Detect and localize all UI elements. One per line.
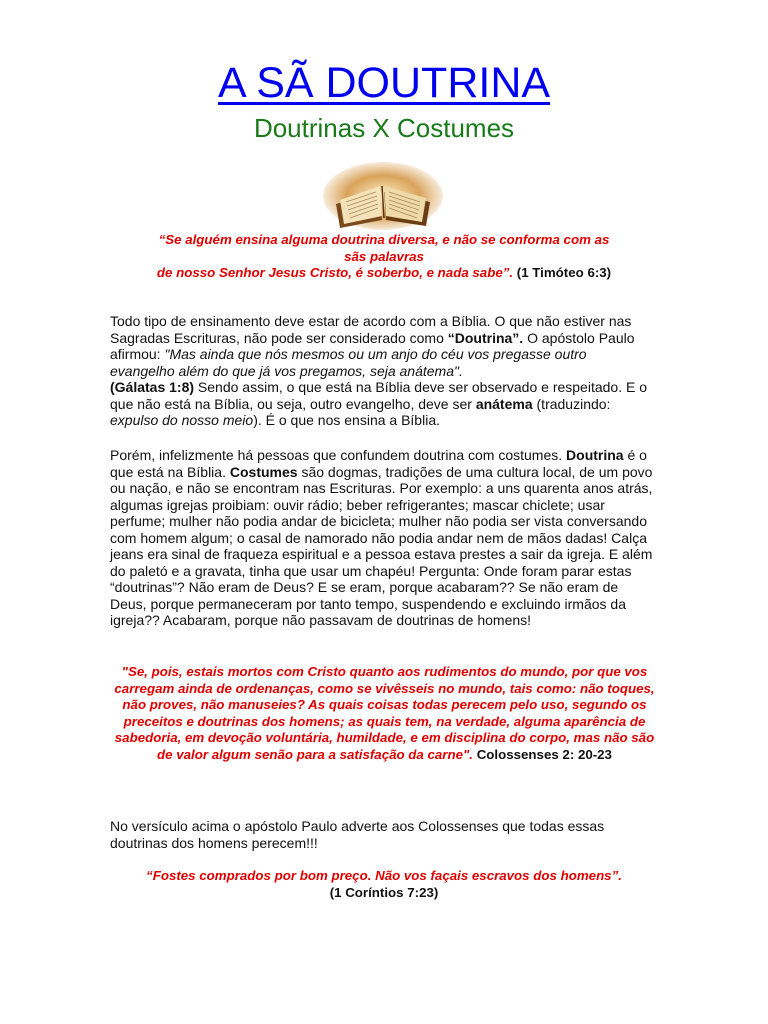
- verse-colossenses: [112, 664, 657, 763]
- italic-quote: "Mas ainda que nós mesmos ou um anjo do céu vos pregasse outro evangelho além do que já vos pregamos, seja anátema".: [110, 346, 587, 379]
- text-run: são dogmas, tradições de uma cultura local, de um povo ou nação, e não se encontram nas Escrituras. Por exemplo: a uns quarenta anos atrás, algumas igrejas proibiam: ouvir rádio; beber refrigerantes; mascar chiclete; usar perfume; mulher não podia andar de bicicleta; mulher não podia ser vista conversando com homem algum; o casal de namorado não podia andar nem de mãos dadas! Calça jeans era sinal de fraqueza espiritual e a pessoa estava prestes a sair da igreja. E além do paletó e a gravata, tinha que usar um chapéu! Pergunta: Onde foram parar estas “doutrinas”? Não eram de Deus? E se eram, porque acabaram?? Se não eram de Deus, porque permaneceram por tanto tempo, suspendendo e excluindo irmãos da igreja?? Acabaram, porque não passavam de doutrinas de homens!: [110, 463, 653, 628]
- text-run: Porém, infelizmente há pessoas que confundem doutrina com costumes.: [110, 447, 567, 463]
- text-run: ). É o que nos ensina a Bíblia.: [253, 412, 440, 428]
- bold-text: Costumes: [229, 463, 298, 480]
- text-run: (traduzindo:: [532, 395, 611, 412]
- verse-line: sãs palavras: [344, 248, 424, 264]
- text-run: O apóstolo Paulo afirmou:: [110, 329, 635, 362]
- bold-text: Doutrina: [566, 447, 624, 463]
- verse-text: "Se, pois, estais mortos com Cristo quanto aos rudimentos do mundo, por que vos carregam ainda de ordenanças, como se vivêsseis no mundo, tais como: não toques, não proves, não manuseies? As quais coisas todas perecem pelo uso, segundo os preceitos e doutrinas dos homens; as quais tem, na verdade, alguma aparência de sabedoria, em devoção voluntária, humildade, e em disciplina do corpo, mas não são de valor algum senão para a satisfação da carne".: [114, 664, 655, 762]
- verse-reference: (1 Coríntios 7:23): [329, 884, 439, 900]
- verse-corintios: [140, 868, 628, 901]
- bold-text: “Doutrina”.: [447, 329, 524, 346]
- text-run: é o que está na Bíblia.: [110, 447, 647, 480]
- verse-text: “Fostes comprados por bom preço. Não vos façais escravos dos homens”.: [146, 868, 622, 883]
- verse-line: “Se alguém ensina alguma doutrina diversa, e não se conforma com as: [158, 232, 610, 247]
- text-run: Todo tipo de ensinamento deve estar de acordo com a Bíblia. O que não estiver nas Sagradas Escrituras, não pode ser considerado como: [110, 313, 632, 346]
- verse-timoteo: [108, 232, 660, 282]
- paragraph-conclusion: [110, 818, 655, 851]
- verse-line: de nosso Senhor Jesus Cristo, é soberbo, e nada sabe”.: [156, 265, 514, 280]
- page-title: A SÃ DOUTRINA: [217, 59, 551, 107]
- verse-reference: (1 Timóteo 6:3): [516, 265, 612, 280]
- text-run: No versículo acima o apóstolo Paulo adverte aos Colossenses que todas essas doutrinas dos homens perecem!!!: [110, 818, 605, 851]
- verse-reference: Colossenses 2: 20-23: [476, 746, 612, 762]
- text-run: Sendo assim, o que está na Bíblia deve ser observado e respeitado. E o que não está na Bíblia, ou seja, outro evangelho, deve ser: [110, 379, 647, 412]
- open-bible-image: [322, 158, 444, 230]
- paragraph-doctrine-intro: [110, 313, 655, 429]
- bold-text: anátema: [475, 395, 533, 412]
- bold-reference: (Gálatas 1:8): [110, 379, 195, 395]
- page-subtitle: Doutrinas X Costumes: [253, 113, 515, 143]
- paragraph-customs: [110, 447, 655, 629]
- italic-text: expulso do nosso meio: [110, 412, 254, 428]
